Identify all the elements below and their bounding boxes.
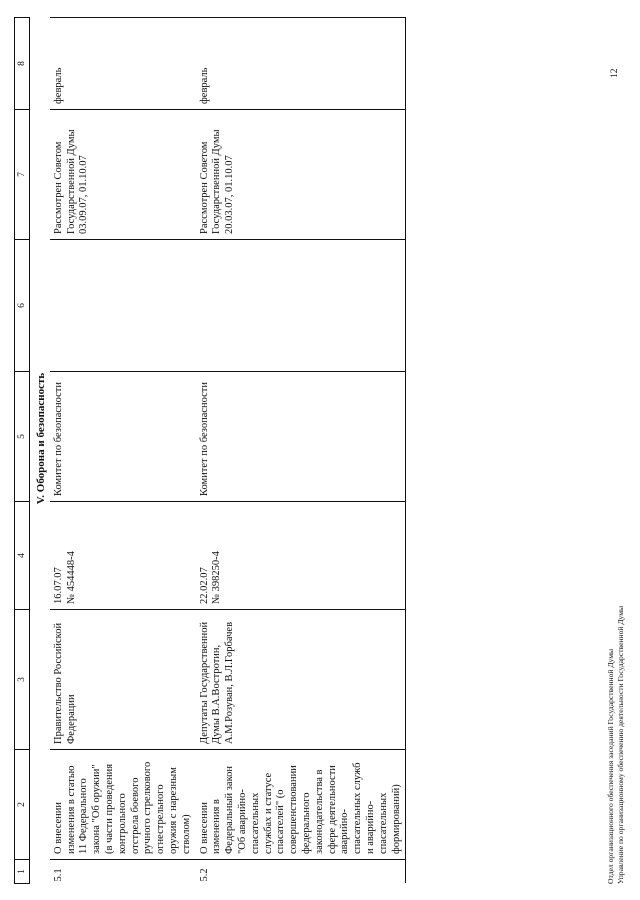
footer-department: Отдел организационного обеспечения заседаний Государственной Думы bbox=[606, 648, 615, 884]
bill-status: Рассмотрен Советом Государственной Думы 20.03.07, 01.10.07 bbox=[196, 110, 406, 240]
bill-date-number: 22.02.07 № 398250-4 bbox=[196, 502, 406, 610]
bill-date-number: 16.07.07 № 454448-4 bbox=[50, 502, 196, 610]
column-number: 6 bbox=[15, 240, 30, 372]
column-number-row bbox=[15, 18, 30, 884]
table-row bbox=[196, 18, 406, 884]
bill-initiator: Депутаты Государственной Думы В.А.Востротин, А.М.Розуван, В.Л.Горбачев bbox=[196, 610, 406, 750]
row-number: 5.2 bbox=[196, 860, 406, 884]
section-title: V. Оборона и безопасность bbox=[35, 372, 47, 505]
bill-status: Рассмотрен Советом Государственной Думы 03.09.07, 01.10.07 bbox=[50, 110, 196, 240]
bill-initiator: Правительство Российской Федерации bbox=[50, 610, 196, 750]
legislation-table bbox=[14, 17, 406, 884]
responsible-committee: Комитет по безопасности bbox=[196, 372, 406, 502]
column-6-cell bbox=[196, 240, 406, 372]
column-number: 8 bbox=[15, 18, 30, 110]
column-6-cell bbox=[50, 240, 196, 372]
bill-title: О внесении изменения в статью 11 Федерального закона "Об оружии" (в части проведения контрольного отстрела боевого ручного стрелкового огнестрельного оружия с нарезным стволом) bbox=[50, 750, 196, 860]
column-number: 4 bbox=[15, 502, 30, 610]
column-number: 1 bbox=[15, 860, 30, 884]
table-row bbox=[50, 18, 196, 884]
page-number: 12 bbox=[610, 68, 620, 78]
planned-month: февраль bbox=[196, 18, 406, 110]
bill-title: О внесении изменения в Федеральный закон "Об аварийно-спасательных службах и статусе спасателей" (о совершенствовании федерального законодательства в сфере деятельности аварийно-спасательных служб и аварийно-спасательных формирований) bbox=[196, 750, 406, 860]
responsible-committee: Комитет по безопасности bbox=[50, 372, 196, 502]
column-number: 5 bbox=[15, 372, 30, 502]
column-number: 2 bbox=[15, 750, 30, 860]
column-number: 3 bbox=[15, 610, 30, 750]
section-heading-row bbox=[30, 18, 50, 884]
planned-month: февраль bbox=[50, 18, 196, 110]
column-number: 7 bbox=[15, 110, 30, 240]
row-number: 5.1 bbox=[52, 868, 64, 882]
footer-directorate: Управление по организационному обеспечению деятельности Государственной Думы bbox=[616, 605, 625, 884]
